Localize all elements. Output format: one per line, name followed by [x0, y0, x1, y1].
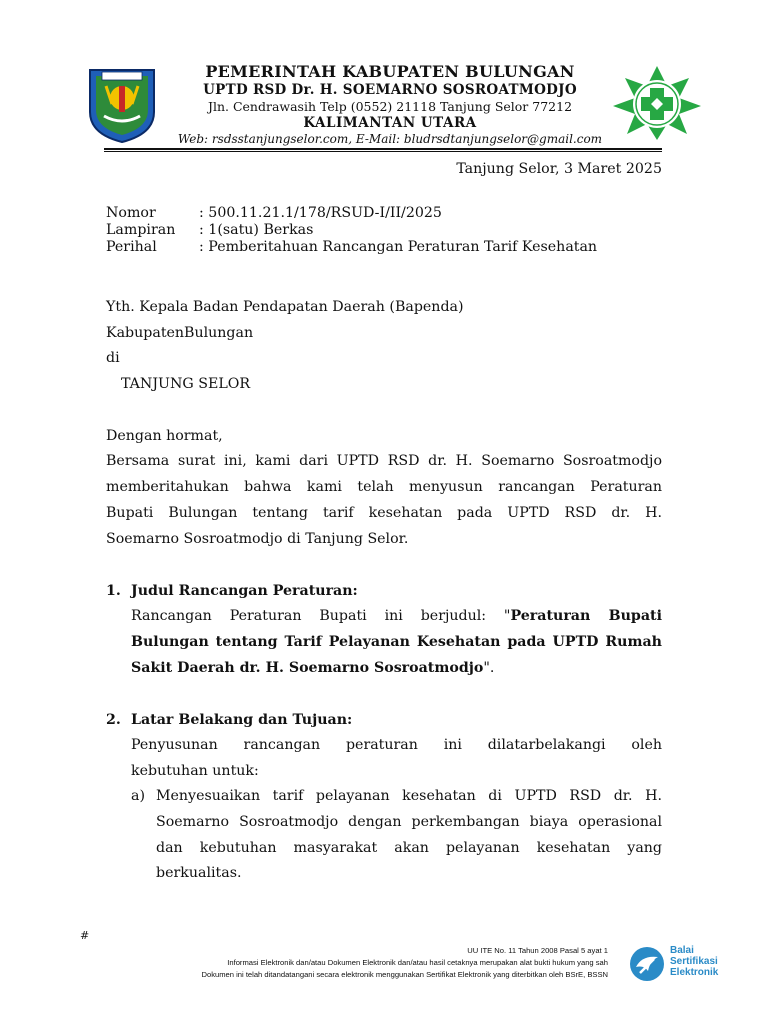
letterhead-rule-thick	[104, 148, 662, 150]
meta-value-lampiran: : 1(satu) Berkas	[199, 222, 314, 238]
section1-line3-bold: Sakit Daerah dr. H. Soemarno Sosroatmodjo	[131, 660, 484, 676]
letterhead-web-email: Web: rsdsstanjungselor.com, E-Mail: bludrsdtanjungselor@gmail.com	[177, 132, 603, 146]
address-regency: KabupatenBulungan	[106, 325, 254, 341]
section1-line-3	[131, 660, 494, 676]
section2-item-a-line-1: Menyesuaikan tarif pelayanan kesehatan di UPTD RSD dr. H.	[156, 788, 662, 804]
footer-hash: #	[80, 929, 90, 942]
section1-number: 1.	[106, 583, 121, 599]
meta-label-perihal: Perihal	[106, 239, 157, 255]
section2-item-a-line-4: berkualitas.	[156, 865, 242, 881]
bsre-logo-icon	[628, 945, 666, 983]
address-di: di	[106, 350, 120, 366]
section2-para-line-1: Penyusunan rancangan peraturan ini dilatarbelakangi oleh	[131, 737, 662, 753]
address-city: TANJUNG SELOR	[121, 376, 251, 392]
bsre-logo-word-2: Sertifikasi	[670, 956, 718, 967]
greeting: Dengan hormat,	[106, 428, 223, 444]
intro-line-2: memberitahukan bahwa kami telah menyusun rancangan Peraturan	[106, 479, 662, 495]
meta-label-lampiran: Lampiran	[106, 222, 176, 238]
section2-item-a-marker: a)	[131, 788, 145, 804]
section1-heading: Judul Rancangan Peraturan:	[131, 583, 358, 599]
bsre-logo-word-3: Elektronik	[670, 967, 719, 978]
footer-signature-statement: Dokumen ini telah ditandatangani secara elektronik menggunakan Sertifikat Elektronik yang diterbitkan oleh BSrE, BSSN	[201, 970, 608, 979]
section2-item-a-line-3: dan kebutuhan masyarakat akan pelayanan kesehatan yang	[156, 840, 662, 856]
letterhead-address: Jln. Cendrawasih Telp (0552) 21118 Tanjung Selor 77212	[207, 99, 573, 114]
footer-legal-basis: UU ITE No. 11 Tahun 2008 Pasal 5 ayat 1	[467, 946, 608, 955]
section1-line-2: Bulungan tentang Tarif Pelayanan Kesehatan pada UPTD Rumah	[131, 634, 662, 650]
section2-item-a-line-2: Soemarno Sosroatmodjo dengan perkembangan biaya operasional	[156, 814, 662, 830]
letterhead-hospital-name: UPTD RSD Dr. H. SOEMARNO SOSROATMODJO	[203, 82, 577, 98]
section1-line3-tail: ".	[483, 660, 495, 676]
letter-date: Tanjung Selor, 3 Maret 2025	[456, 161, 662, 177]
meta-value-nomor: : 500.11.21.1/178/RSUD-I/II/2025	[199, 205, 442, 221]
section2-para-line-2: kebutuhan untuk:	[131, 763, 259, 779]
intro-line-1: Bersama surat ini, kami dari UPTD RSD dr. H. Soemarno Sosroatmodjo	[106, 453, 662, 469]
address-recipient: Yth. Kepala Badan Pendapatan Daerah (Bapenda)	[106, 299, 464, 315]
hospital-cross-emblem-logo	[611, 64, 703, 140]
bsre-logo-word-1: Balai	[670, 945, 694, 956]
letterhead-government-title: PEMERINTAH KABUPATEN BULUNGAN	[205, 62, 575, 81]
section2-number: 2.	[106, 712, 121, 728]
section2-heading: Latar Belakang dan Tujuan:	[131, 712, 353, 728]
intro-line-4: Soemarno Sosroatmodjo di Tanjung Selor.	[106, 531, 409, 547]
footer-legal-statement: Informasi Elektronik dan/atau Dokumen Elektronik dan/atau hasil cetaknya merupakan alat bukti hukum yang sah	[227, 958, 608, 967]
letterhead-province: KALIMANTAN UTARA	[303, 115, 477, 131]
section1-line1-bold: Peraturan Bupati	[510, 608, 662, 624]
meta-value-perihal: : Pemberitahuan Rancangan Peraturan Tarif Kesehatan	[199, 239, 598, 255]
kabupaten-bulungan-crest-logo	[86, 64, 158, 144]
meta-label-nomor: Nomor	[106, 205, 156, 221]
intro-line-3: Bupati Bulungan tentang tarif kesehatan pada UPTD RSD dr. H.	[106, 505, 662, 521]
section1-line-1	[131, 608, 662, 624]
bsre-logo-text	[670, 945, 718, 978]
letterhead-rule-thin	[104, 151, 662, 152]
section1-line1-plain: Rancangan Peraturan Bupati ini berjudul: "	[131, 608, 511, 624]
